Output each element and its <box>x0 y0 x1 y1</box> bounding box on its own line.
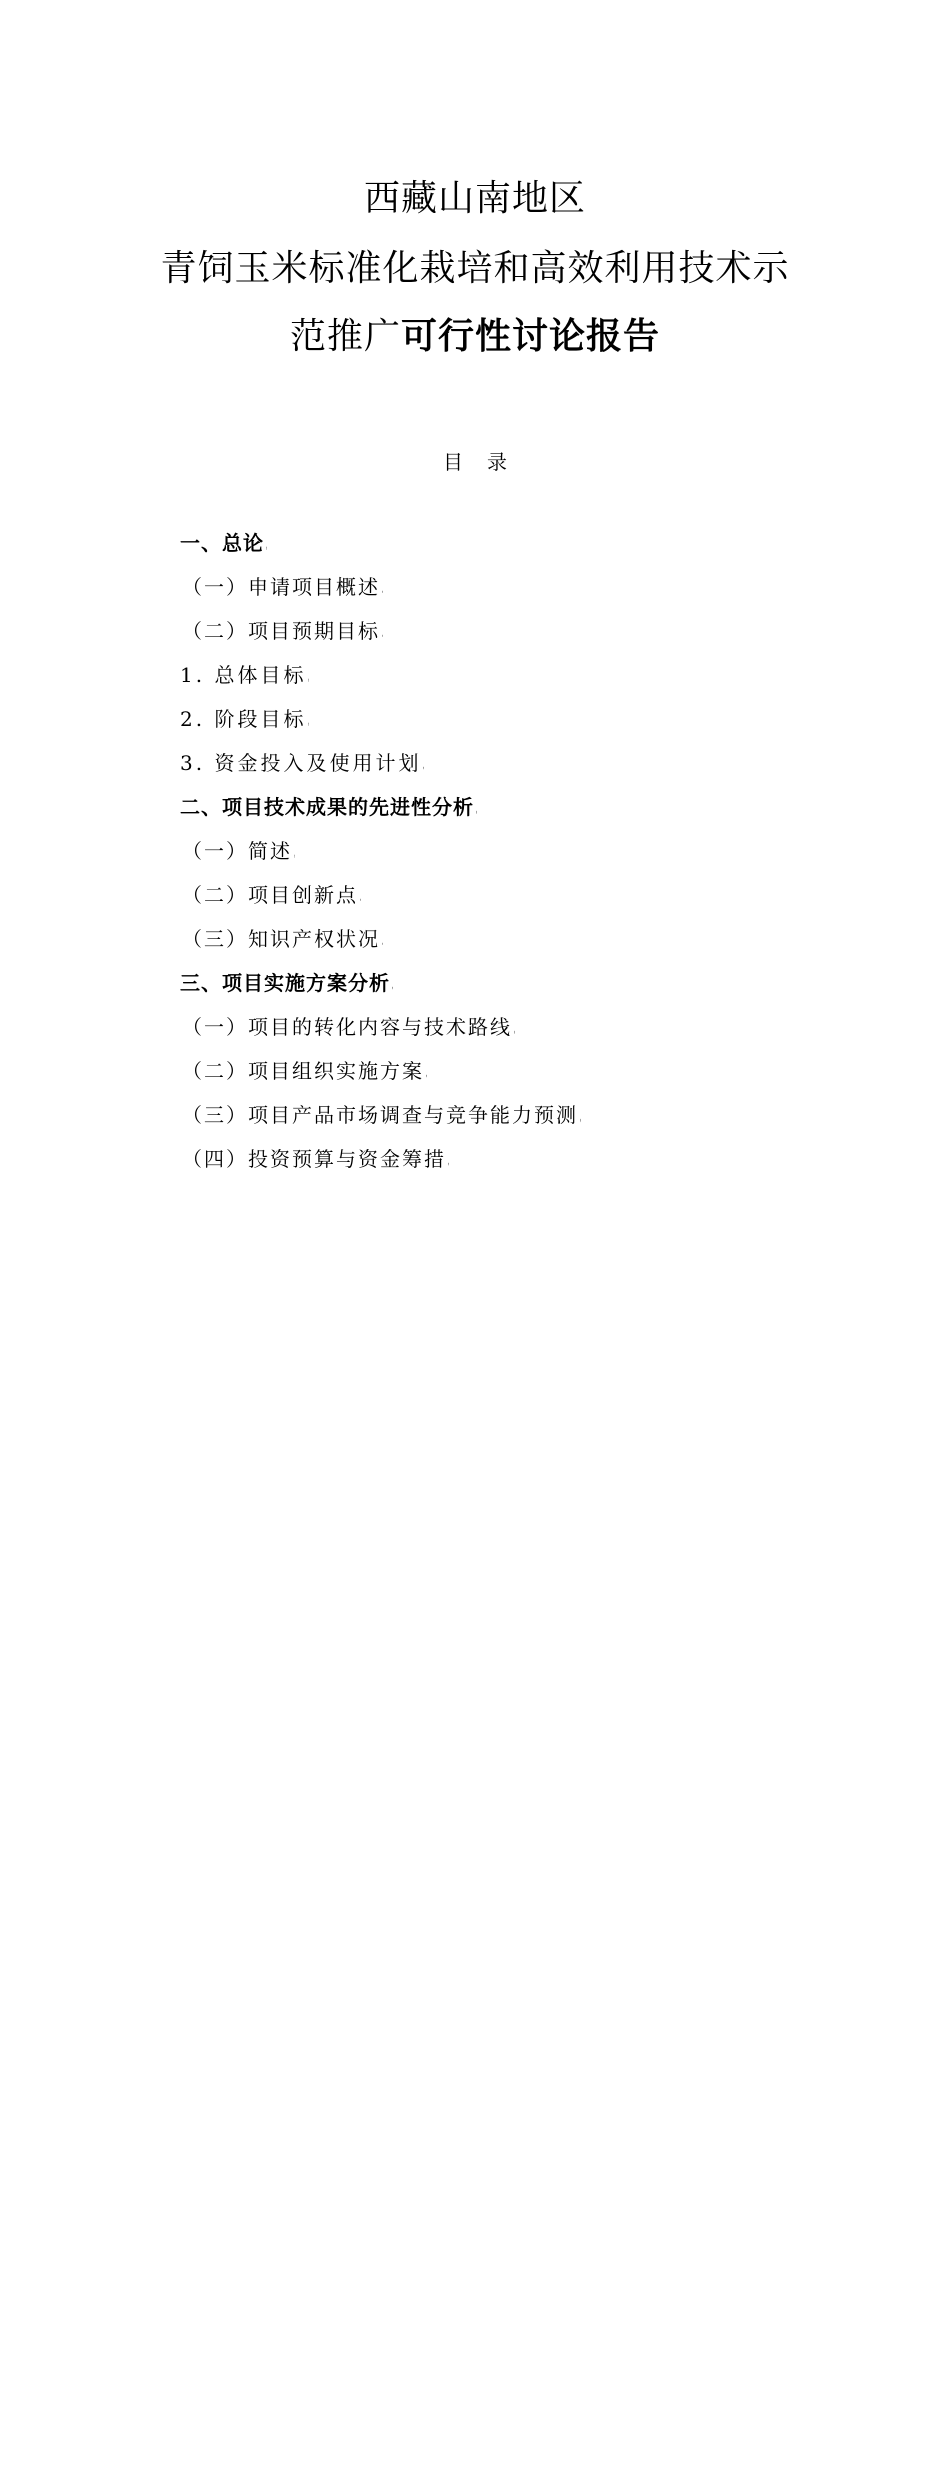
toc-entry[interactable] <box>180 1141 780 1185</box>
title-line-1: 西藏山南地区 <box>363 178 586 219</box>
toc-entry-leader: …………………………………………………….. <box>308 663 310 687</box>
toc-entry[interactable] <box>180 1097 780 1141</box>
toc-entry-label: （一）申请项目概述 <box>182 575 380 599</box>
toc-entry-label: （四）投资预算与资金筹措 <box>182 1147 446 1171</box>
toc-entry[interactable] <box>180 789 780 833</box>
title-line-3-regular: 范推广 <box>289 316 401 357</box>
table-of-contents <box>180 525 780 1185</box>
toc-entry-label: （一）简述 <box>182 839 292 863</box>
toc-entry-leader: …………………………………………… <box>360 883 361 907</box>
title-line-3-bold: 可行性讨论报告 <box>401 316 661 357</box>
toc-entry-label: 2. 阶段目标 <box>180 707 307 731</box>
toc-entry-label: 二、项目技术成果的先进性分析 <box>180 795 474 819</box>
toc-entry-label: （三）知识产权状况 <box>182 927 380 951</box>
toc-entry-leader: ………………………………………… <box>382 619 383 643</box>
toc-entry-leader: ………………………………… <box>448 1147 449 1171</box>
toc-entry[interactable] <box>180 613 780 657</box>
toc-entry-leader: ………………………… <box>514 1015 515 1039</box>
toc-entry-leader: …………………………………………… <box>382 575 383 599</box>
toc-heading: 目录 <box>443 450 531 474</box>
toc-entry-leader: ………………………… <box>476 795 477 819</box>
toc-entry[interactable] <box>180 745 780 789</box>
toc-entry[interactable] <box>180 877 780 921</box>
toc-entry-leader: ……………………………………. <box>423 751 425 775</box>
toc-entry-leader: ………………………………………………………… <box>266 531 267 555</box>
toc-entry[interactable] <box>180 921 780 965</box>
toc-entry[interactable] <box>180 1009 780 1053</box>
toc-entry-label: （二）项目组织实施方案 <box>182 1059 424 1083</box>
toc-entry-label: （一）项目的转化内容与技术路线 <box>182 1015 512 1039</box>
toc-entry[interactable] <box>180 965 780 1009</box>
toc-entry[interactable] <box>180 525 780 569</box>
toc-entry-leader: …………………………………… <box>426 1059 427 1083</box>
toc-entry-label: （二）项目预期目标 <box>182 619 380 643</box>
toc-entry-leader: ………………………………………… <box>382 927 383 951</box>
title-line-3 <box>0 308 950 359</box>
toc-entry-label: （二）项目创新点 <box>182 883 358 907</box>
title-line-2: 青饲玉米标准化栽培和高效利用技术示 <box>160 248 790 289</box>
toc-entry[interactable] <box>180 1053 780 1097</box>
toc-entry-label: 1. 总体目标 <box>180 663 307 687</box>
toc-entry-label: 三、项目实施方案分析 <box>180 971 390 995</box>
toc-entry[interactable] <box>180 833 780 877</box>
toc-entry[interactable] <box>180 701 780 745</box>
toc-entry-leader: ………………………………………………… <box>294 839 295 863</box>
toc-entry-leader: …………………… <box>580 1103 581 1127</box>
toc-entry[interactable] <box>180 657 780 701</box>
toc-entry-label: 3. 资金投入及使用计划 <box>180 751 422 775</box>
toc-entry-label: 一、总论 <box>180 531 264 555</box>
toc-entry-leader: ……………………………………………………. <box>308 707 310 731</box>
toc-entry[interactable] <box>180 569 780 613</box>
toc-entry-label: （三）项目产品市场调查与竞争能力预测 <box>182 1103 578 1127</box>
toc-entry-leader: …………………………………….. <box>392 971 393 995</box>
toc-entry-page <box>0 1141 768 2485</box>
